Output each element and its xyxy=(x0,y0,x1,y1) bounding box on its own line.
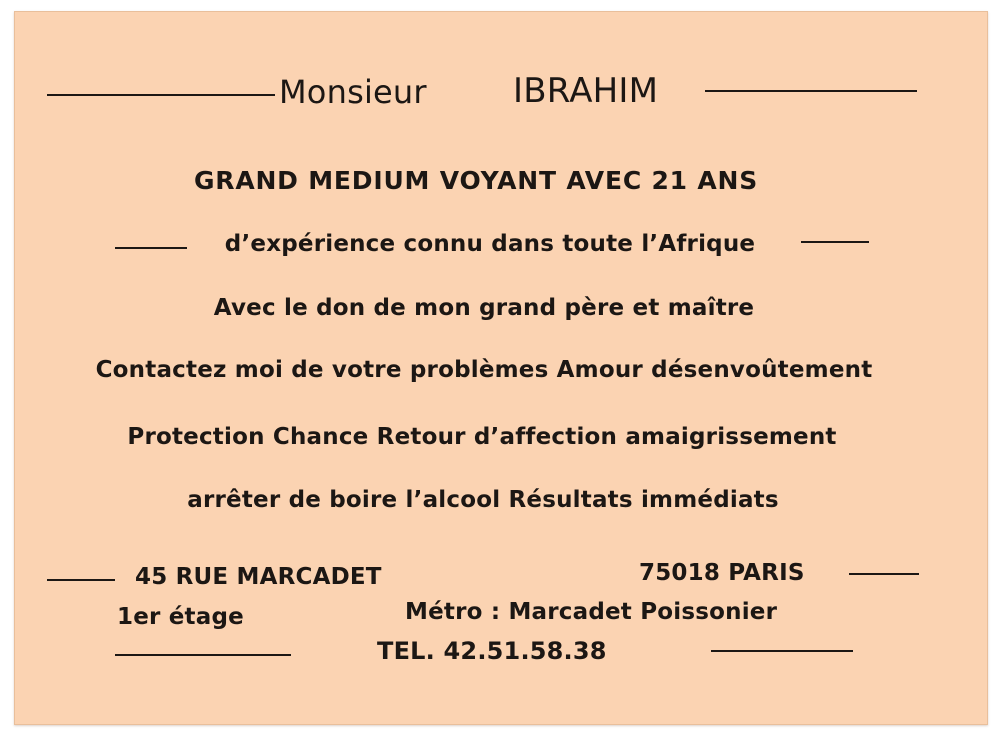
gift-line: Avec le don de mon grand père et maître xyxy=(213,295,755,321)
floor-info: 1er étage xyxy=(117,604,244,630)
contact-line: Contactez moi de votre problèmes Amour désenvoûtement xyxy=(95,357,873,383)
business-card xyxy=(14,11,988,725)
line2-right-rule xyxy=(801,241,869,243)
header-right-rule xyxy=(705,90,917,92)
address-left-rule xyxy=(47,579,115,581)
metro-info: Métro : Marcadet Poissonier xyxy=(405,599,778,625)
services-line: Protection Chance Retour d’affection amaigrissement xyxy=(127,424,837,450)
phone-number: TEL. 42.51.58.38 xyxy=(377,637,607,665)
address-right-rule xyxy=(849,573,919,575)
name-ibrahim: IBRAHIM xyxy=(513,71,659,111)
results-line: arrêter de boire l’alcool Résultats immédiats xyxy=(187,487,779,513)
header-left-rule xyxy=(47,94,275,96)
postal-city: 75018 PARIS xyxy=(639,560,805,586)
line2-left-rule xyxy=(115,247,187,249)
footer-left-rule xyxy=(115,654,291,656)
street-address: 45 RUE MARCADET xyxy=(135,564,382,590)
title-monsieur: Monsieur xyxy=(279,73,427,111)
headline-line: GRAND MEDIUM VOYANT AVEC 21 ANS xyxy=(193,166,759,195)
experience-line: d’expérience connu dans toute l’Afrique xyxy=(224,231,756,257)
footer-right-rule xyxy=(711,650,853,652)
